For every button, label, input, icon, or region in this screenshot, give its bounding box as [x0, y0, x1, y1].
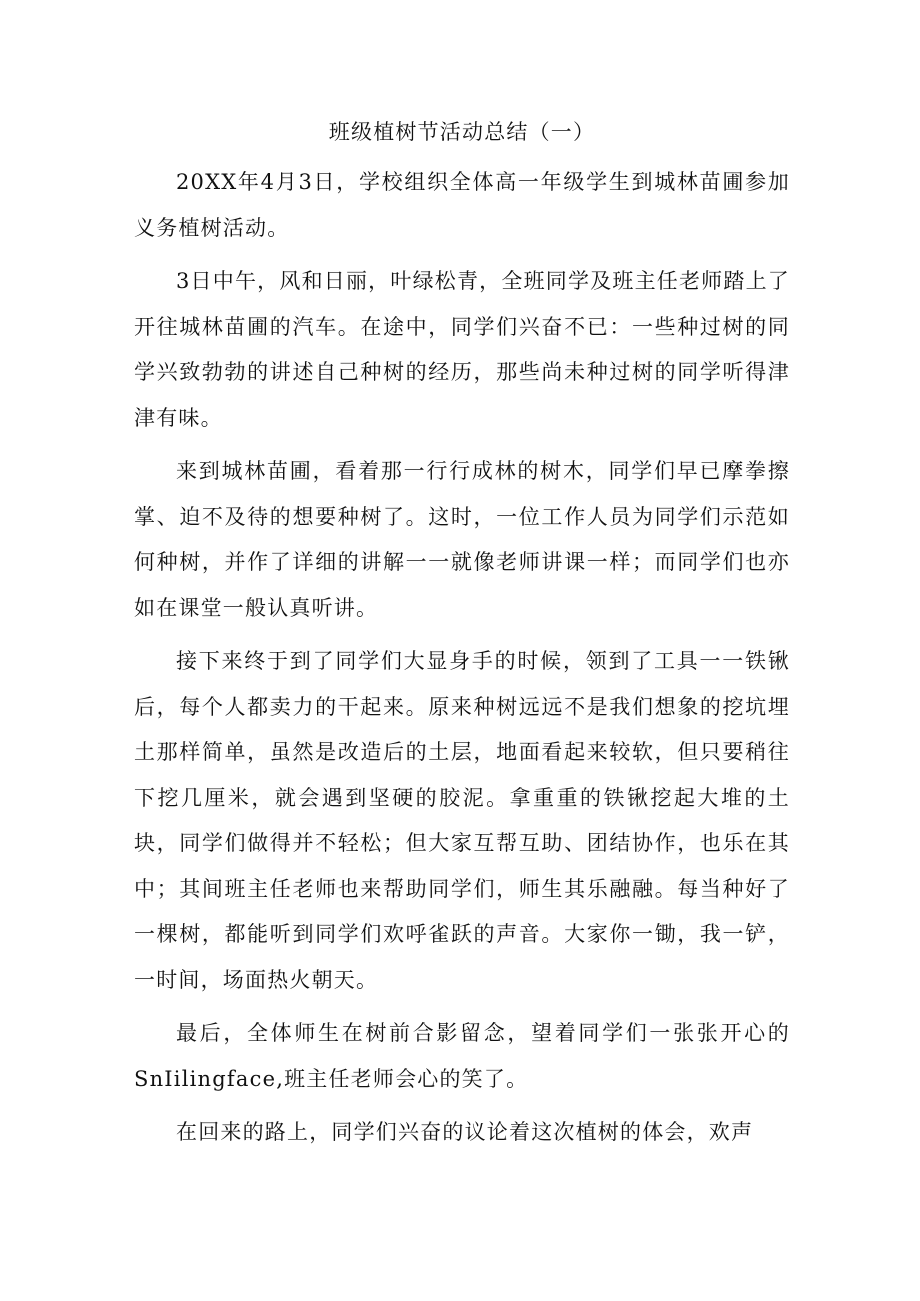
document-title: 班级植树节活动总结（一）	[328, 120, 596, 144]
document-body	[134, 112, 790, 1164]
paragraph-6: 在回来的路上，同学们兴奋的议论着这次植树的体会，欢声	[176, 1120, 754, 1144]
paragraph-5: 最后，全体师生在树前合影留念，望着同学们一张张开心的SnIilingface,班主任老师会心的笑了。	[134, 1021, 790, 1091]
paragraph-1: 20XX年4月3日，学校组织全体高一年级学生到城林苗圃参加义务植树活动。	[134, 170, 790, 240]
paragraph-2: 3日中午，风和日丽，叶绿松青，全班同学及班主任老师踏上了开往城林苗圃的汽车。在途中，同学们兴奋不已：一些种过树的同学兴致勃勃的讲述自己种树的经历，那些尚未种过树的同学听得津津有味。	[134, 269, 790, 430]
paragraph-4: 接下来终于到了同学们大显身手的时候，领到了工具一一铁锹后，每个人都卖力的干起来。原来种树远远不是我们想象的挖坑埋土那样简单，虽然是改造后的土层，地面看起来较软，但只要稍往下挖几厘米，就会遇到坚硬的胶泥。拿重重的铁锹挖起大堆的土块，同学们做得并不轻松；但大家互帮互助、团结协作，也乐在其中；其间班主任老师也来帮助同学们，师生其乐融融。每当种好了一棵树，都能听到同学们欢呼雀跃的声音。大家你一锄，我一铲，一时间，场面热火朝天。	[134, 649, 790, 992]
paragraph-3: 来到城林苗圃，看着那一行行成林的树木，同学们早已摩拳擦掌、迫不及待的想要种树了。这时，一位工作人员为同学们示范如何种树，并作了详细的讲解一一就像老师讲课一样；而同学们也亦如在课堂一般认真听讲。	[134, 459, 790, 620]
